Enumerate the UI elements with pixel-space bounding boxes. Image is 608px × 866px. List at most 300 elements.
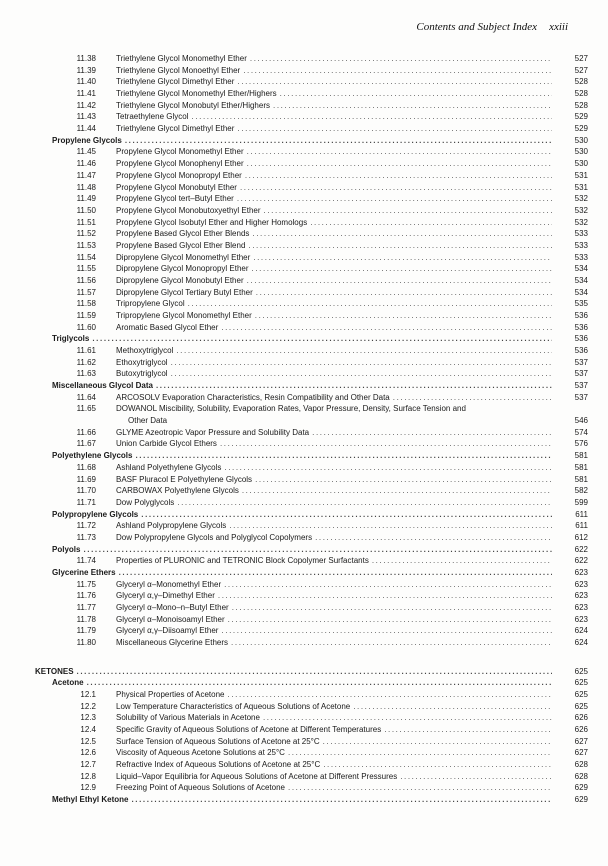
toc-entry-title-text: Polyols	[52, 544, 81, 554]
dot-leader	[237, 76, 552, 88]
dot-leader	[237, 123, 552, 135]
toc-section-row	[0, 677, 608, 689]
toc-entry-title-text: Specific Gravity of Aqueous Solutions of Acetone at Different Temperatures	[116, 725, 382, 734]
toc-page-number: 534	[574, 287, 588, 297]
toc-entry-row	[0, 357, 608, 369]
toc-entry-row	[0, 275, 608, 287]
toc-entry-title	[116, 322, 552, 334]
toc-entry-row	[0, 590, 608, 602]
toc-entry-row	[0, 228, 608, 240]
toc-entry-title	[116, 65, 552, 77]
dot-leader	[119, 567, 552, 579]
toc-entry-number: 11.67	[76, 439, 96, 449]
toc-entry-title	[116, 497, 552, 509]
toc-entry-number: 11.42	[76, 100, 96, 110]
toc-entry-row	[0, 497, 608, 509]
toc-page-number: 528	[574, 100, 588, 110]
toc-entry-number: 11.46	[76, 159, 96, 169]
toc-entry-title-text: DOWANOL Miscibility, Solubility, Evaporation Rates, Vapor Pressure, Density, Surface Tension and	[116, 404, 466, 414]
toc-entry-number: 11.63	[76, 369, 96, 379]
toc-entry-title-text: Tripropylene Glycol	[116, 299, 185, 309]
toc-section-row	[0, 450, 608, 462]
toc-entry-title-text: Liquid–Vapor Equilibria for Aqueous Solutions of Acetone at Different Pressures	[116, 771, 398, 781]
toc-entry-title	[116, 287, 552, 299]
toc-entry-number: 11.41	[76, 89, 96, 98]
toc-entry-title-text: Miscellaneous Glycerine Ethers	[116, 638, 229, 647]
toc-entry-title	[116, 689, 552, 701]
toc-entry-title	[116, 228, 552, 240]
toc-entry-title-text: Viscosity of Aqueous Acetone Solutions at 25°C	[116, 748, 285, 758]
toc-entry-title	[116, 614, 552, 626]
toc-entry-title	[116, 474, 552, 486]
toc-entry-number: 12.1	[80, 690, 96, 699]
toc-page-number: 530	[574, 147, 588, 157]
toc-entry-title-text: Other Data	[128, 416, 168, 426]
toc-entry-number: 11.69	[76, 474, 96, 484]
toc-entry-title-text: Propylene Glycol tert–Butyl Ether	[116, 194, 234, 204]
toc-entry-row	[0, 182, 608, 194]
dot-leader	[253, 252, 552, 264]
toc-page-number: 629	[574, 795, 588, 805]
toc-entry-number: 11.39	[76, 65, 96, 75]
toc-entry-title-text: CARBOWAX Polyethylene Glycols	[116, 486, 239, 496]
toc-page-number: 628	[574, 760, 588, 770]
toc-entry-row	[0, 637, 608, 649]
dot-leader	[288, 782, 552, 794]
toc-entry-title-text: Glycerine Ethers	[52, 567, 116, 577]
toc-entry-title-text: Butoxytriglycol	[116, 369, 168, 379]
toc-entry-row	[0, 205, 608, 217]
toc-entry-title	[116, 240, 552, 252]
toc-entry-row	[0, 712, 608, 724]
toc-entry-title-text: Dipropylene Glycol Monobutyl Ether	[116, 275, 244, 285]
toc-entry-title	[52, 509, 552, 521]
dot-leader	[288, 747, 552, 759]
dot-leader	[87, 677, 552, 689]
toc-entry-row	[0, 474, 608, 486]
toc-entry-number: 11.58	[76, 299, 96, 309]
dot-leader	[247, 146, 552, 158]
dot-leader	[384, 724, 552, 736]
toc-entry-title-text: Propylene Glycol Isobutyl Ether and Higher Homologs	[116, 217, 308, 227]
toc-entry-row	[0, 111, 608, 123]
toc-entry-title	[116, 438, 552, 450]
toc-entry-title	[116, 263, 552, 275]
dot-leader	[176, 345, 552, 357]
toc-entry-number: 11.76	[76, 591, 96, 601]
toc-page-number: 625	[574, 678, 588, 688]
toc-entry-title	[116, 427, 552, 439]
toc-entry-title-text: Union Carbide Glycol Ethers	[116, 439, 217, 449]
toc-entry-title-text: GLYME Azeotropic Vapor Pressure and Solubility Data	[116, 427, 310, 437]
toc-page-number: 532	[574, 205, 588, 215]
toc-entry-title	[116, 462, 552, 474]
toc-entry-number: 11.64	[76, 392, 96, 402]
toc-entry-number: 11.62	[76, 357, 96, 367]
toc-entry-title-text: Triethylene Glycol Monomethyl Ether/Highers	[116, 89, 277, 98]
toc-entry-number: 11.55	[76, 264, 96, 274]
dot-leader	[220, 438, 552, 450]
toc-entry-row	[0, 392, 608, 404]
dot-leader	[263, 712, 552, 724]
dot-leader	[323, 736, 552, 748]
toc-entry-number: 12.3	[80, 713, 96, 723]
toc-entry-row	[0, 322, 608, 334]
toc-page-number: 532	[574, 217, 588, 227]
toc-page-number: 622	[574, 556, 588, 566]
toc-page-number: 612	[574, 532, 588, 542]
toc-page-number: 623	[574, 579, 588, 589]
toc-section-row	[0, 380, 608, 392]
toc-entry-title-text: Propylene Based Glycol Ether Blends	[116, 229, 250, 239]
toc-entry-number: 11.40	[76, 77, 96, 87]
toc-entry-title	[116, 205, 552, 217]
toc-entry-title-text: Dipropylene Glycol Monopropyl Ether	[116, 264, 249, 274]
toc-entry-title	[116, 345, 552, 357]
toc-entry-title	[52, 450, 552, 462]
toc-entry-title-text: Acetone	[52, 678, 84, 688]
toc-entry-row	[0, 427, 608, 439]
toc-entry-row	[0, 532, 608, 544]
toc-entry-title-text: Dow Polyglycols	[116, 497, 175, 507]
toc-entry-number: 11.60	[76, 322, 96, 332]
toc-page-number: 581	[574, 462, 588, 472]
toc-page-number: 531	[574, 170, 588, 180]
toc-page-number: 534	[574, 275, 588, 285]
dot-leader	[92, 333, 552, 345]
toc-page-number: 625	[574, 701, 588, 711]
toc-page-number: 576	[574, 439, 588, 449]
toc-entry-title-text: Properties of PLURONIC and TETRONIC Block Copolymer Surfactants	[116, 556, 369, 566]
toc-entry-title-text: Glyceryl α–Monoisoamyl Ether	[116, 614, 225, 624]
toc-entry-title-text: Triethylene Glycol Monoethyl Ether	[116, 65, 241, 75]
dot-leader	[125, 135, 552, 147]
toc-page-number: 537	[574, 357, 588, 367]
toc-entry-row	[0, 263, 608, 275]
toc-entry-number: 12.5	[80, 736, 96, 746]
toc-entry-title-text: BASF Pluracol E Polyethylene Glycols	[116, 474, 253, 484]
toc-entry-title-text: Propylene Glycol Monobutyl Ether	[116, 182, 237, 192]
toc-entry-row	[0, 555, 608, 567]
toc-page-number: 536	[574, 311, 588, 320]
toc-page-number: 626	[574, 713, 588, 723]
toc-entry-title	[116, 298, 552, 310]
toc-entry-row	[0, 310, 608, 322]
toc-entry-title	[116, 403, 552, 415]
toc-entry-title	[52, 794, 552, 806]
toc-entry-title	[116, 53, 552, 65]
toc-entry-number: 11.45	[76, 147, 96, 157]
toc-entry-title-text: Dipropylene Glycol Monomethyl Ether	[116, 252, 251, 262]
toc-page-number: 536	[574, 322, 588, 332]
toc-entry-title	[52, 677, 552, 689]
toc-entry-number: 12.7	[80, 760, 96, 770]
toc-entry-title-text: Dipropylene Glycol Tertiary Butyl Ether	[116, 287, 253, 297]
toc-entry-title	[116, 111, 552, 123]
toc-entry-number: 12.8	[80, 771, 96, 781]
dot-leader	[250, 53, 552, 65]
dot-leader	[242, 485, 552, 497]
toc-page-number: 623	[574, 591, 588, 601]
toc-entry-row	[0, 65, 608, 77]
toc-entry-title-text: Propylene Glycols	[52, 135, 122, 145]
toc-entry-number: 11.77	[76, 603, 96, 612]
toc-entry-row	[0, 298, 608, 310]
toc-page-number: 530	[574, 135, 588, 145]
toc-entry-title-text: Triethylene Glycol Monobutyl Ether/Highers	[116, 100, 270, 110]
toc-entry-row	[0, 53, 608, 65]
toc-entry-number: 11.48	[76, 182, 96, 192]
toc-page-number: 534	[574, 264, 588, 274]
toc-entry-row	[0, 614, 608, 626]
toc-entry-title	[116, 712, 552, 724]
toc-entry-title	[116, 637, 552, 649]
toc-page-number: 536	[574, 334, 588, 344]
toc-page-number: 532	[574, 194, 588, 204]
dot-leader	[229, 520, 552, 532]
toc-entry-title	[116, 392, 552, 404]
toc-page-number: 528	[574, 89, 588, 98]
toc-entry-row	[0, 252, 608, 264]
toc-page-number: 574	[574, 427, 588, 437]
dot-leader	[221, 322, 552, 334]
toc-page-number: 629	[574, 783, 588, 793]
toc-entry-title-text: Propylene Glycol Monopropyl Ether	[116, 170, 242, 180]
toc-section-row	[0, 509, 608, 521]
toc-entry-row	[0, 88, 608, 100]
toc-entry-title	[116, 736, 552, 748]
toc-entry-row	[0, 771, 608, 783]
toc-entry-number: 12.9	[80, 783, 96, 793]
toc-page-number: 536	[574, 346, 588, 355]
toc-entry-number: 11.74	[76, 556, 96, 566]
toc-entry-number: 11.53	[76, 240, 96, 250]
dot-leader	[224, 579, 552, 591]
dot-leader	[256, 287, 552, 299]
toc-page-number: 625	[574, 666, 588, 676]
toc-entry-number: 11.49	[76, 194, 96, 204]
toc-entry-number: 11.73	[76, 532, 96, 542]
dot-leader	[315, 532, 552, 544]
toc-entry-row	[0, 345, 608, 357]
toc-entry-number: 11.70	[76, 486, 96, 496]
toc-entry-title	[116, 782, 552, 794]
toc-section-row	[0, 135, 608, 147]
toc-entry-title-text: Polypropylene Glycols	[52, 509, 139, 519]
toc-section-row	[0, 544, 608, 556]
toc-entry-row	[0, 759, 608, 771]
toc-entry-title	[52, 135, 552, 147]
dot-leader	[232, 602, 552, 614]
toc-page-number: 533	[574, 252, 588, 262]
toc-entry-row	[0, 368, 608, 380]
toc-page-number: 581	[574, 451, 588, 461]
toc-entry-title	[116, 182, 552, 194]
toc-entry-title	[116, 520, 552, 532]
toc-entry-title-text: Propylene Glycol Monobutoxyethyl Ether	[116, 205, 261, 215]
toc-entry-row	[0, 240, 608, 252]
toc-entry-title	[116, 625, 552, 637]
toc-entry-title	[116, 217, 552, 229]
toc-entry-row	[0, 579, 608, 591]
toc-entry-title	[116, 310, 552, 322]
toc-entry-title-text: Refractive Index of Aqueous Solutions of Acetone at 25°C	[116, 760, 321, 770]
toc-page-number: 624	[574, 638, 588, 647]
toc-entry-row	[0, 602, 608, 614]
dot-leader	[231, 637, 552, 649]
toc-entry-title-text: Physical Properties of Acetone	[116, 690, 225, 699]
toc-entry-title-text: Triethylene Glycol Dimethyl Ether	[116, 77, 235, 87]
toc-entry-title-text: Dow Polypropylene Glycols and Polyglycol Copolymers	[116, 532, 313, 542]
header-page-number: xxiii	[549, 21, 568, 33]
toc-entry-number: 11.59	[76, 311, 96, 320]
toc-page-number: 533	[574, 229, 588, 239]
toc-entry-title	[116, 368, 552, 380]
toc-entry-title	[116, 76, 552, 88]
toc-entry-title	[116, 532, 552, 544]
toc-entry-title	[116, 579, 552, 591]
toc-entry-number: 11.66	[76, 427, 96, 437]
toc-entry-title	[116, 357, 552, 369]
toc-entry-number: 11.43	[76, 112, 96, 122]
toc-entry-title-text: Methyl Ethyl Ketone	[52, 795, 129, 805]
toc-entry-title-text: Triethylene Glycol Dimethyl Ether	[116, 124, 235, 134]
header-title: Contents and Subject Index	[416, 21, 538, 33]
toc-section-row	[0, 794, 608, 806]
toc-entry-title-text: Miscellaneous Glycol Data	[52, 381, 153, 390]
toc-entry-row	[0, 724, 608, 736]
dot-leader	[141, 509, 552, 521]
toc-entry-number: 11.38	[76, 54, 96, 63]
toc-entry-number: 11.54	[76, 252, 96, 262]
toc-entry-number: 11.79	[76, 626, 96, 636]
dot-leader	[247, 275, 552, 287]
toc-page-number: 527	[574, 54, 588, 63]
toc-page-number: 546	[574, 416, 588, 426]
toc-page-number: 537	[574, 392, 588, 402]
toc-entry-title-text: Low Temperature Characteristics of Aqueous Solutions of Acetone	[116, 701, 351, 711]
toc-page-number: 528	[574, 77, 588, 87]
dot-leader	[247, 158, 552, 170]
toc-entry-title	[116, 555, 552, 567]
toc-entry-number: 11.52	[76, 229, 96, 239]
dot-leader	[248, 240, 552, 252]
toc-entry-title	[116, 146, 552, 158]
dot-leader	[228, 614, 552, 626]
toc-entry-title-text: Ashland Polyethylene Glycols	[116, 462, 222, 472]
toc-entry-title	[116, 100, 552, 112]
toc-entry-row	[0, 520, 608, 532]
toc-entry-title-text: Propylene Glycol Monophenyl Ether	[116, 159, 244, 169]
toc-entry-title-text: Solubility of Various Materials in Acetone	[116, 713, 260, 723]
toc-entry-title	[52, 567, 552, 579]
toc-page-number: 531	[574, 182, 588, 192]
toc-page-number: 623	[574, 614, 588, 624]
toc-entry-row	[0, 485, 608, 497]
dot-leader	[77, 666, 552, 678]
toc-entry-title-text: Glyceryl α–Mono–n–Butyl Ether	[116, 603, 229, 612]
toc-entry-title-text: KETONES	[35, 666, 74, 676]
dot-leader	[171, 357, 552, 369]
toc-entry-number: 11.50	[76, 205, 96, 215]
toc-entry-row	[0, 625, 608, 637]
dot-leader	[188, 298, 552, 310]
toc-entry-title	[116, 771, 552, 783]
toc-entry-number: 11.44	[76, 124, 96, 134]
dot-leader	[393, 392, 552, 404]
toc-page-number: 527	[574, 65, 588, 75]
toc-entry-row	[0, 438, 608, 450]
dot-leader	[280, 88, 552, 100]
dot-leader	[135, 450, 552, 462]
toc-entry-row	[0, 689, 608, 701]
toc-entry-title	[116, 88, 552, 100]
toc-page-number: 535	[574, 299, 588, 309]
dot-leader	[255, 310, 552, 322]
dot-leader	[224, 462, 552, 474]
toc-entry-title	[116, 602, 552, 614]
dot-leader	[264, 205, 552, 217]
toc-entry-row	[0, 158, 608, 170]
toc-entry-row	[0, 217, 608, 229]
dot-leader	[252, 228, 552, 240]
toc-entry-title-text: Propylene Based Glycol Ether Blend	[116, 240, 246, 250]
dot-leader	[400, 771, 552, 783]
toc-entry-title	[52, 333, 552, 345]
toc-page-number: 627	[574, 736, 588, 746]
toc-entry-title-text: Aromatic Based Glycol Ether	[116, 322, 219, 332]
toc-entry-title-text: Ashland Polypropylene Glycols	[116, 521, 227, 531]
toc-page-number: 581	[574, 474, 588, 484]
toc-page-number: 529	[574, 112, 588, 122]
toc-entry-title	[128, 415, 552, 427]
toc-entry-number: 11.47	[76, 170, 96, 180]
toc-entry-title	[35, 666, 552, 678]
dot-leader	[255, 474, 552, 486]
toc-entry-title-text: Freezing Point of Aqueous Solutions of Acetone	[116, 783, 286, 793]
toc-entry-row	[0, 287, 608, 299]
dot-leader	[243, 65, 552, 77]
toc-page-number: 537	[574, 369, 588, 379]
toc-entry-title-text: Tripropylene Glycol Monomethyl Ether	[116, 311, 252, 320]
toc-page-number: 611	[575, 521, 588, 531]
dot-leader	[273, 100, 552, 112]
toc-entry-number: 11.51	[76, 217, 96, 227]
dot-leader	[252, 263, 552, 275]
toc-entry-title	[52, 544, 552, 556]
toc-entry-row	[0, 193, 608, 205]
toc-entry-title	[116, 485, 552, 497]
dot-leader	[218, 590, 552, 602]
toc-page-number: 533	[574, 240, 588, 250]
toc-entry-title	[116, 701, 552, 713]
toc-page-number: 599	[574, 497, 588, 507]
toc-page-number: 530	[574, 159, 588, 169]
toc-page-number: 628	[574, 771, 588, 781]
toc-page-number: 622	[574, 544, 588, 554]
toc-entry-number: 11.65	[76, 404, 96, 414]
toc-entry-title	[116, 193, 552, 205]
toc-entry-title	[116, 590, 552, 602]
toc-entry-title-text: ARCOSOLV Evaporation Characteristics, Resin Compatibility and Other Data	[116, 392, 390, 402]
toc-entry-row	[0, 701, 608, 713]
dot-leader	[240, 182, 552, 194]
toc-entry-title-text: Glyceryl α,γ–Dimethyl Ether	[116, 591, 215, 601]
dot-leader	[228, 689, 552, 701]
toc-entry-title-text: Polyethylene Glycols	[52, 451, 133, 461]
toc-page-number: 627	[574, 748, 588, 758]
toc-page-number: 625	[574, 690, 588, 699]
